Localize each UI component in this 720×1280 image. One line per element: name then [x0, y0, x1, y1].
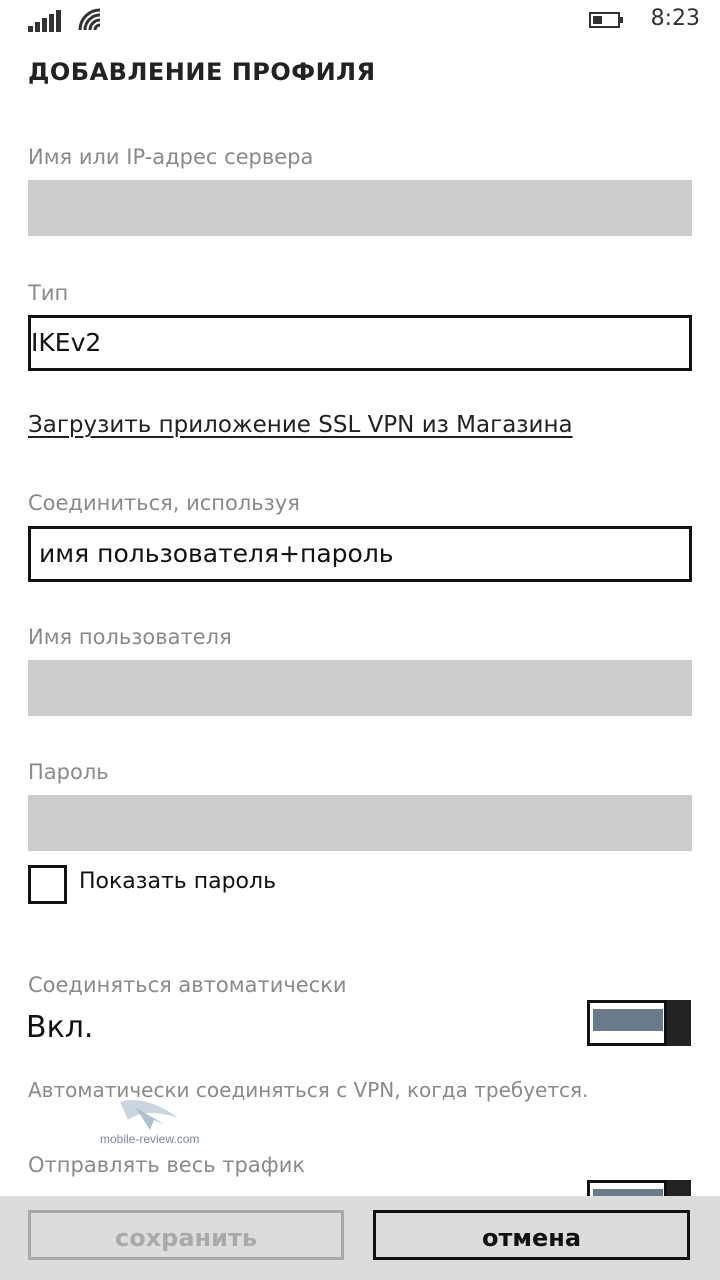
connect-using-value: имя пользователя+пароль — [39, 539, 394, 568]
type-select-value: IKEv2 — [31, 328, 102, 357]
username-input[interactable] — [28, 660, 692, 716]
server-label: Имя или IP-адрес сервера — [28, 145, 314, 169]
wifi-icon — [78, 8, 102, 32]
type-label: Тип — [28, 281, 69, 305]
type-select[interactable] — [28, 315, 692, 371]
connect-using-select[interactable] — [28, 526, 692, 582]
watermark-text: mobile-review.com — [100, 1132, 200, 1146]
toggle-fill — [593, 1009, 663, 1031]
auto-connect-helper: Автоматически соединяться с VPN, когда требуется. — [28, 1078, 589, 1102]
signal-strength-icon — [28, 10, 64, 32]
status-bar — [0, 0, 720, 40]
store-link[interactable]: Загрузить приложение SSL VPN из Магазина — [28, 412, 573, 438]
password-label: Пароль — [28, 760, 109, 784]
status-time: 8:23 — [650, 6, 700, 31]
show-password-label[interactable]: Показать пароль — [79, 869, 277, 894]
auto-connect-toggle[interactable] — [587, 1000, 693, 1046]
password-input[interactable] — [28, 795, 692, 851]
connect-using-label: Соединиться, используя — [28, 491, 300, 515]
show-password-checkbox[interactable] — [28, 865, 67, 904]
auto-connect-state: Вкл. — [26, 1010, 94, 1045]
username-label: Имя пользователя — [28, 625, 232, 649]
send-all-traffic-label: Отправлять весь трафик — [28, 1153, 306, 1177]
save-button[interactable]: сохранить — [28, 1210, 344, 1260]
auto-connect-label: Соединяться автоматически — [28, 973, 347, 997]
server-input[interactable] — [28, 180, 692, 236]
toggle-knob — [667, 1000, 691, 1046]
battery-icon — [589, 12, 623, 28]
cancel-button[interactable]: отмена — [373, 1210, 690, 1260]
page-title: ДОБАВЛЕНИЕ ПРОФИЛЯ — [28, 58, 376, 86]
